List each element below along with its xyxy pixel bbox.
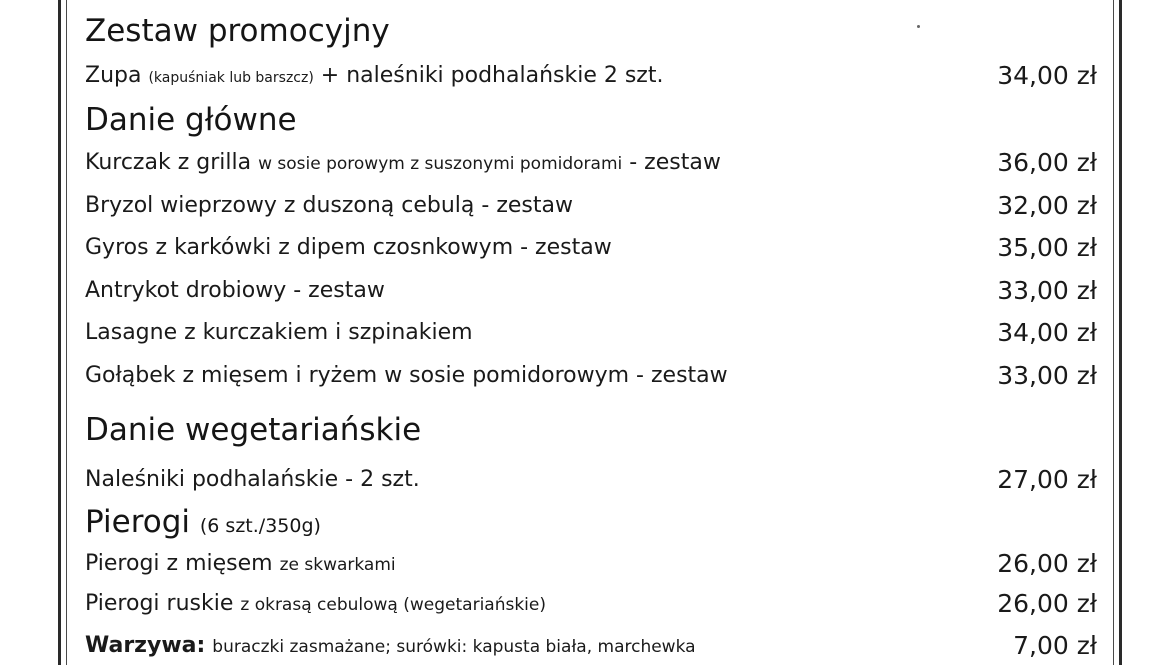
section-title: Danie wegetariańskie xyxy=(85,412,422,448)
section-subtitle: (6 szt./350g) xyxy=(199,515,321,537)
item-note: (kapuśniak lub barszcz) xyxy=(148,70,314,86)
item-price: 32,00 zł xyxy=(997,191,1097,220)
item-price: 36,00 zł xyxy=(997,148,1097,177)
menu-item-bryzol xyxy=(85,192,1097,220)
menu-item-lasagne xyxy=(85,319,1097,347)
item-price: 26,00 zł xyxy=(997,549,1097,578)
section-title: Zestaw promocyjny xyxy=(85,13,390,49)
section-title: Pierogi xyxy=(85,504,191,540)
item-name-rest: - zestaw xyxy=(629,150,721,175)
menu-item-zupa xyxy=(85,62,1097,90)
section-heading-pierogi xyxy=(85,504,321,540)
item-price: 27,00 zł xyxy=(997,465,1097,494)
item-price: 26,00 zł xyxy=(997,589,1097,618)
item-name: Gyros z karkówki z dipem czosnkowym - zestaw xyxy=(85,235,612,260)
item-name: Pierogi z mięsem xyxy=(85,551,273,576)
section-heading-promo xyxy=(85,13,390,49)
menu-item-golabek xyxy=(85,362,1097,390)
item-name: Gołąbek z mięsem i ryżem w sosie pomidorowym - zestaw xyxy=(85,363,728,388)
item-name: Lasagne z kurczakiem i szpinakiem xyxy=(85,320,473,345)
item-name-rest: + naleśniki podhalańskie 2 szt. xyxy=(320,63,664,88)
item-name: Warzywa: xyxy=(85,633,206,658)
item-note: z okrasą cebulową (wegetariańskie) xyxy=(240,595,547,615)
item-name: Bryzol wieprzowy z duszoną cebulą - zestaw xyxy=(85,193,573,218)
item-name: Kurczak z grilla xyxy=(85,150,252,175)
item-price: 34,00 zł xyxy=(997,61,1097,90)
menu-item-pierogi-mieso xyxy=(85,550,1097,578)
menu-item-gyros xyxy=(85,234,1097,262)
section-heading-veg xyxy=(85,412,422,448)
section-heading-main xyxy=(85,102,297,138)
item-price: 34,00 zł xyxy=(997,318,1097,347)
item-name: Antrykot drobiowy - zestaw xyxy=(85,278,385,303)
section-title: Danie główne xyxy=(85,102,297,138)
item-price: 33,00 zł xyxy=(997,361,1097,390)
menu-item-antrykot xyxy=(85,277,1097,305)
item-note: w sosie porowym z suszonymi pomidorami xyxy=(258,154,623,174)
menu-item-nalesniki xyxy=(85,466,1097,494)
item-note: buraczki zasmażane; surówki: kapusta biała, marchewka xyxy=(212,637,696,657)
item-price: 35,00 zł xyxy=(997,233,1097,262)
menu-item-pierogi-ruskie xyxy=(85,590,1097,618)
menu-item-warzywa xyxy=(85,632,1097,660)
speck xyxy=(917,25,920,28)
item-name: Zupa xyxy=(85,63,142,88)
item-name: Naleśniki podhalańskie - 2 szt. xyxy=(85,467,420,492)
item-price: 7,00 zł xyxy=(1013,631,1097,660)
item-price: 33,00 zł xyxy=(997,276,1097,305)
item-name: Pierogi ruskie xyxy=(85,591,234,616)
menu-item-kurczak xyxy=(85,149,1097,177)
item-note: ze skwarkami xyxy=(279,555,396,575)
